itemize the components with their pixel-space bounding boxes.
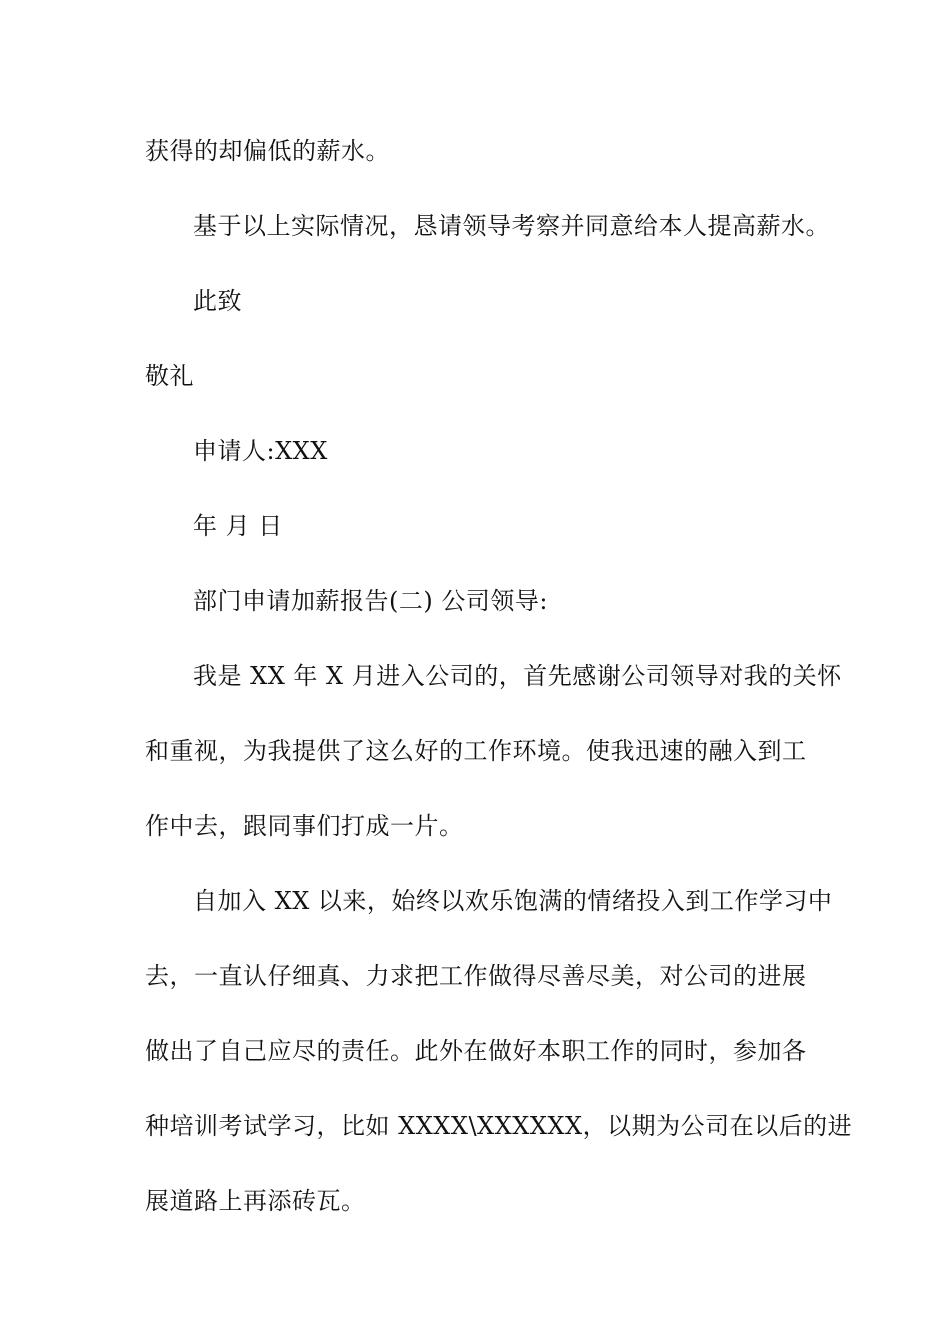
paragraph-line: 去，一直认仔细真、力求把工作做得尽善尽美，对公司的进展 (145, 962, 807, 990)
applicant-line: 申请人:XXX (193, 437, 328, 465)
closing-respect: 敬礼 (145, 362, 194, 390)
section-heading-line: 部门申请加薪报告(二) 公司领导: (193, 587, 548, 615)
paragraph-line: 展道路上再添砖瓦。 (145, 1187, 366, 1215)
request-sentence: 基于以上实际情况，恳请领导考察并同意给本人提高薪水。 (193, 212, 830, 240)
paragraph-line: 我是 XX 年 X 月进入公司的，首先感谢公司领导对我的关怀 (193, 662, 842, 690)
paragraph-continuation-line: 获得的却偏低的薪水。 (145, 137, 390, 165)
paragraph-line: 和重视，为我提供了这么好的工作环境。使我迅速的融入到工 (145, 737, 807, 765)
closing-salutation: 此致 (193, 287, 242, 315)
date-line: 年 月 日 (193, 512, 283, 540)
paragraph-line: 自加入 XX 以来，始终以欢乐饱满的情绪投入到工作学习中 (193, 887, 833, 915)
paragraph-line: 做出了自己应尽的责任。此外在做好本职工作的同时，参加各 (145, 1037, 807, 1065)
paragraph-line: 种培训考试学习，比如 XXXX\XXXXXX，以期为公司在以后的进 (145, 1112, 853, 1140)
paragraph-line: 作中去，跟同事们打成一片。 (145, 812, 464, 840)
